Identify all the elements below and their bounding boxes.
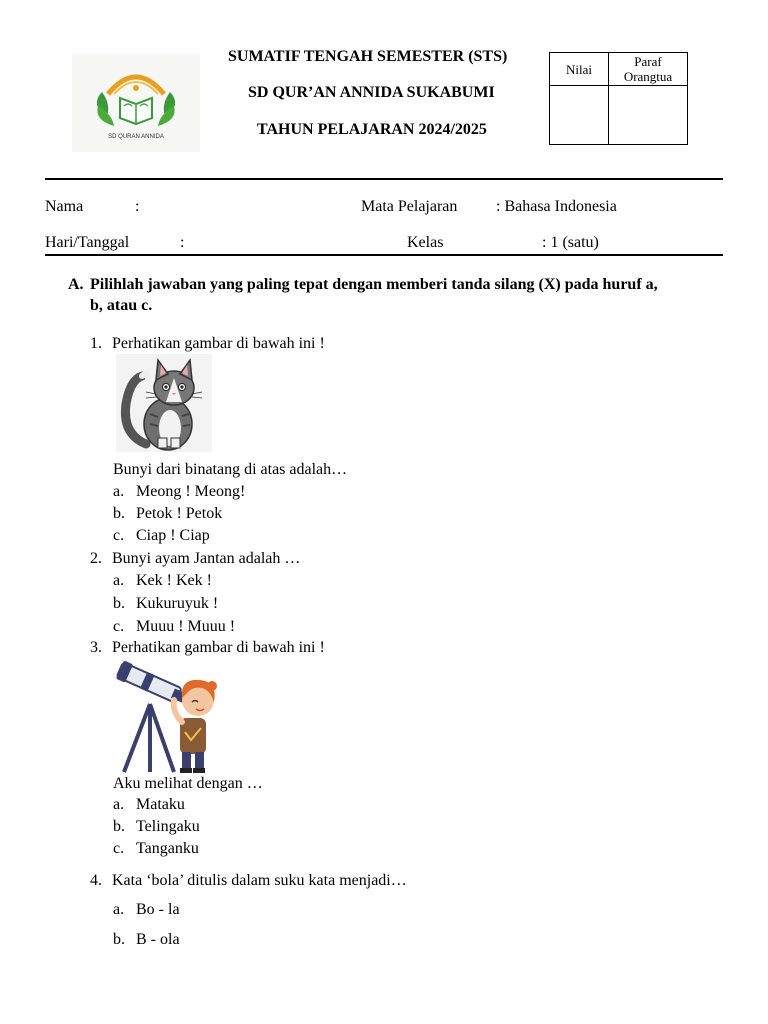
option-text: Mataku	[136, 796, 185, 813]
class-label: Kelas	[407, 234, 444, 251]
paraf-label: Paraf	[634, 54, 662, 69]
header-divider	[45, 178, 723, 180]
question-4-option-a[interactable]	[113, 901, 180, 919]
question-1-option-a[interactable]	[113, 483, 245, 501]
question-1-prompt: Bunyi dari binatang di atas adalah…	[113, 461, 348, 478]
option-letter: b.	[113, 595, 125, 612]
question-1-option-b[interactable]	[113, 505, 222, 523]
school-name: SD QUR’AN ANNIDA SUKABUMI	[248, 84, 495, 101]
subject-label: Mata Pelajaran	[361, 198, 458, 215]
option-text: Meong ! Meong!	[136, 483, 246, 500]
option-text: B - ola	[136, 931, 180, 948]
option-text: Tanganku	[136, 840, 199, 857]
question-3-prompt: Aku melihat dengan …	[113, 775, 263, 792]
subject-value: : Bahasa Indonesia	[496, 198, 617, 215]
score-header-paraf	[609, 53, 688, 86]
score-header-nilai: Nilai	[550, 53, 609, 86]
question-2-option-a[interactable]	[113, 572, 212, 590]
question-2	[90, 550, 300, 568]
date-label: Hari/Tanggal	[45, 234, 130, 251]
option-text: Muuu ! Muuu !	[136, 618, 236, 635]
cat-illustration	[116, 354, 212, 452]
option-letter: a.	[113, 901, 125, 918]
score-cell-nilai[interactable]	[550, 86, 609, 145]
school-logo	[72, 54, 200, 152]
option-text: Ciap ! Ciap	[136, 527, 210, 544]
academic-year: TAHUN PELAJARAN 2024/2025	[257, 121, 487, 138]
question-3-option-b[interactable]	[113, 818, 200, 836]
question-number: 4.	[90, 872, 102, 889]
option-letter: a.	[113, 572, 125, 589]
score-cell-paraf[interactable]	[609, 86, 688, 145]
question-2-option-b[interactable]	[113, 595, 218, 613]
question-text: Perhatikan gambar di bawah ini !	[112, 639, 325, 656]
orangtua-label: Orangtua	[623, 69, 673, 84]
option-letter: c.	[113, 618, 125, 635]
option-letter: b.	[113, 931, 125, 948]
option-letter: a.	[113, 796, 125, 813]
boy-telescope-illustration	[112, 660, 220, 774]
option-text: Kukuruyuk !	[136, 595, 219, 612]
date-colon: :	[180, 234, 185, 251]
option-letter: c.	[113, 840, 125, 857]
question-number: 2.	[90, 550, 102, 567]
question-4-option-b[interactable]	[113, 931, 180, 949]
section-a-instruction	[68, 274, 728, 316]
option-text: Petok ! Petok	[136, 505, 223, 522]
question-1	[90, 335, 325, 353]
section-letter: A.	[68, 276, 84, 293]
option-text: Telingaku	[136, 818, 200, 835]
option-letter: b.	[113, 505, 125, 522]
instruction-line1: Pilihlah jawaban yang paling tepat dengan memberi tanda silang (X) pada huruf a,	[90, 276, 658, 293]
question-text: Bunyi ayam Jantan adalah …	[112, 550, 301, 567]
name-colon: :	[135, 198, 140, 215]
question-3-option-c[interactable]	[113, 840, 199, 858]
option-text: Kek ! Kek !	[136, 572, 212, 589]
option-letter: c.	[113, 527, 125, 544]
question-3-option-a[interactable]	[113, 796, 185, 814]
info-divider	[45, 254, 723, 256]
question-3	[90, 639, 325, 657]
question-number: 1.	[90, 335, 102, 352]
score-table	[549, 52, 688, 145]
question-text: Kata ‘bola’ ditulis dalam suku kata menjadi…	[112, 872, 407, 889]
question-number: 3.	[90, 639, 102, 656]
logo-caption: SD QURAN ANNIDA	[108, 134, 164, 140]
option-text: Bo - la	[136, 901, 180, 918]
question-4	[90, 872, 407, 890]
question-text: Perhatikan gambar di bawah ini !	[112, 335, 325, 352]
exam-title: SUMATIF TENGAH SEMESTER (STS)	[228, 48, 508, 65]
name-label: Nama	[45, 198, 84, 215]
question-2-option-c[interactable]	[113, 618, 235, 636]
class-value: : 1 (satu)	[542, 234, 599, 251]
option-letter: b.	[113, 818, 125, 835]
option-letter: a.	[113, 483, 125, 500]
question-1-option-c[interactable]	[113, 527, 210, 545]
instruction-line2: b, atau c.	[90, 297, 153, 314]
